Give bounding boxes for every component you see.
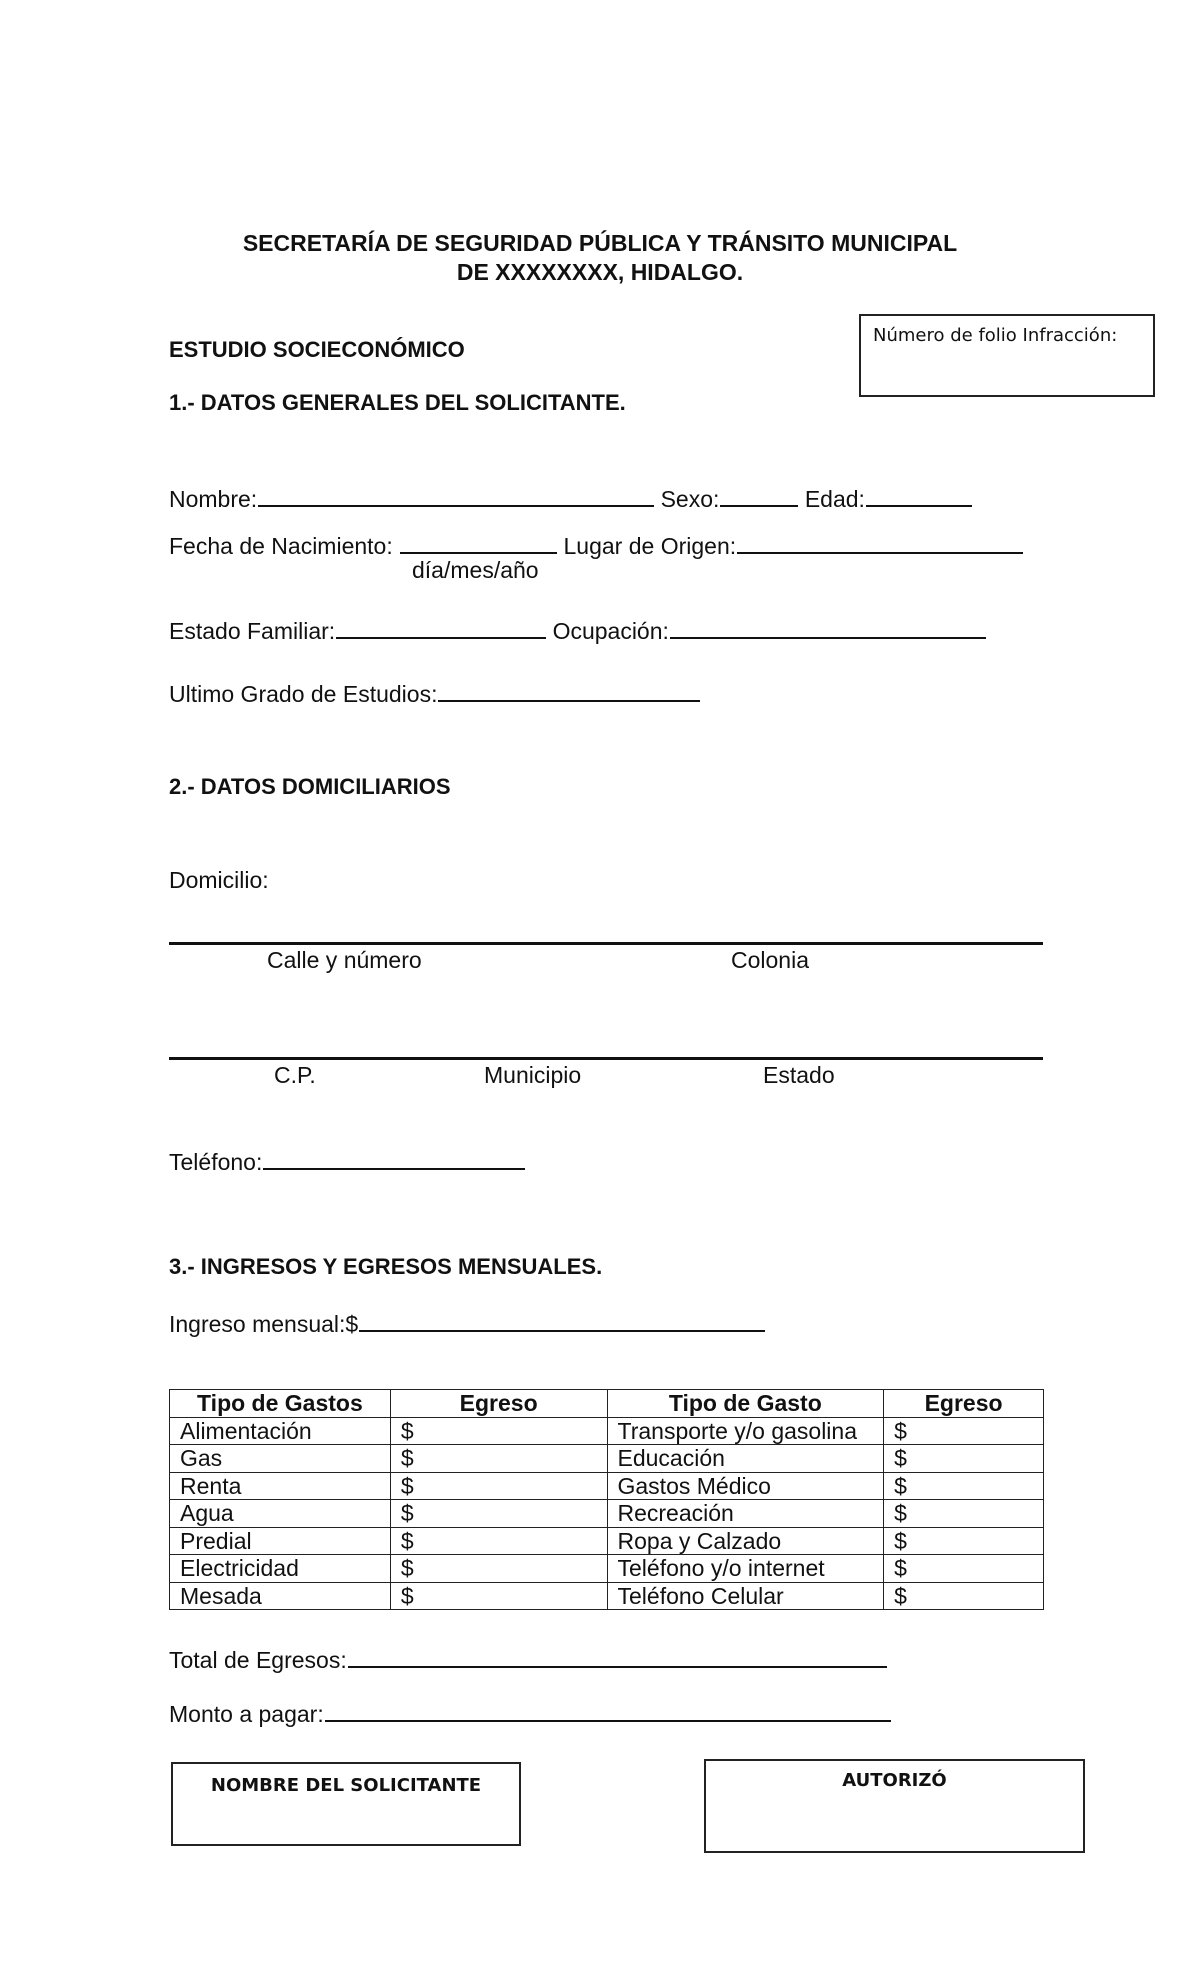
solicitante-signature-box[interactable]: [171, 1762, 521, 1846]
fecha-label: Fecha de Nacimiento:: [169, 533, 393, 559]
table-row: [170, 1472, 1044, 1500]
estado-label: Estado: [763, 1062, 835, 1088]
egreso-cell[interactable]: $: [390, 1417, 607, 1445]
table-header: Egreso: [390, 1390, 607, 1418]
total-label: Total de Egresos:: [169, 1647, 347, 1673]
nombre-field[interactable]: [258, 483, 654, 507]
table-header-row: [170, 1390, 1044, 1418]
domicilio-line-1[interactable]: [169, 942, 1043, 945]
table-row: [170, 1555, 1044, 1583]
egreso-cell[interactable]: $: [884, 1500, 1044, 1528]
egreso-cell[interactable]: $: [884, 1445, 1044, 1473]
table-header: Tipo de Gasto: [607, 1390, 884, 1418]
ocupacion-field[interactable]: [670, 615, 986, 639]
egreso-cell[interactable]: $: [884, 1472, 1044, 1500]
table-row: [170, 1582, 1044, 1610]
egreso-cell[interactable]: $: [884, 1527, 1044, 1555]
gasto-tipo-cell: Renta: [170, 1472, 391, 1500]
estado-familiar-row: [169, 615, 986, 645]
gasto-tipo-cell: Alimentación: [170, 1417, 391, 1445]
monto-label: Monto a pagar:: [169, 1701, 324, 1727]
telefono-field[interactable]: [263, 1146, 525, 1170]
nombre-label: Nombre:: [169, 486, 258, 512]
estado-familiar-label: Estado Familiar:: [169, 618, 336, 644]
gasto-tipo-cell: Gas: [170, 1445, 391, 1473]
section3-heading: 3.- INGRESOS Y EGRESOS MENSUALES.: [169, 1254, 603, 1279]
gasto-tipo-cell: Teléfono Celular: [607, 1582, 884, 1610]
folio-label: Número de folio Infracción:: [873, 325, 1118, 346]
gasto-tipo-cell: Agua: [170, 1500, 391, 1528]
table-row: [170, 1445, 1044, 1473]
egreso-cell[interactable]: $: [390, 1582, 607, 1610]
gasto-tipo-cell: Recreación: [607, 1500, 884, 1528]
fecha-hint: día/mes/año: [412, 557, 539, 583]
telefono-label: Teléfono:: [169, 1149, 263, 1175]
sexo-field[interactable]: [720, 483, 798, 507]
sexo-label: Sexo:: [660, 486, 720, 512]
autorizo-signature-box[interactable]: [704, 1759, 1085, 1853]
monto-field[interactable]: [325, 1698, 891, 1722]
domicilio-label: Domicilio:: [169, 867, 269, 893]
table-header: Tipo de Gastos: [170, 1390, 391, 1418]
lugar-label: Lugar de Origen:: [563, 533, 737, 559]
gasto-tipo-cell: Transporte y/o gasolina: [607, 1417, 884, 1445]
egreso-cell[interactable]: $: [390, 1500, 607, 1528]
egreso-cell[interactable]: $: [884, 1582, 1044, 1610]
total-field[interactable]: [348, 1644, 887, 1668]
table-row: [170, 1500, 1044, 1528]
table-row: [170, 1417, 1044, 1445]
page-title-line1: SECRETARÍA DE SEGURIDAD PÚBLICA Y TRÁNSITO MUNICIPAL: [242, 230, 958, 256]
monto-row: [169, 1698, 891, 1728]
gastos-table: [169, 1389, 1044, 1610]
calle-label: Calle y número: [267, 947, 422, 973]
ingreso-field[interactable]: [359, 1308, 765, 1332]
autorizo-label: AUTORIZÓ: [842, 1770, 947, 1791]
page-title-line2: DE XXXXXXXX, HIDALGO.: [456, 259, 744, 285]
grado-field[interactable]: [438, 678, 700, 702]
egreso-cell[interactable]: $: [390, 1472, 607, 1500]
ingreso-label: Ingreso mensual:$: [169, 1311, 359, 1337]
nombre-row: [169, 483, 972, 513]
gasto-tipo-cell: Mesada: [170, 1582, 391, 1610]
egreso-cell[interactable]: $: [884, 1417, 1044, 1445]
estado-familiar-field[interactable]: [336, 615, 546, 639]
municipio-label: Municipio: [484, 1062, 582, 1088]
total-row: [169, 1644, 887, 1674]
domicilio-line-2[interactable]: [169, 1057, 1043, 1060]
gasto-tipo-cell: Educación: [607, 1445, 884, 1473]
section1-heading: 1.- DATOS GENERALES DEL SOLICITANTE.: [169, 390, 626, 415]
edad-field[interactable]: [866, 483, 972, 507]
grado-label: Ultimo Grado de Estudios:: [169, 681, 438, 707]
gasto-tipo-cell: Ropa y Calzado: [607, 1527, 884, 1555]
table-row: [170, 1527, 1044, 1555]
cp-label: C.P.: [274, 1062, 316, 1088]
grado-row: [169, 678, 700, 708]
egreso-cell[interactable]: $: [390, 1555, 607, 1583]
table-header: Egreso: [884, 1390, 1044, 1418]
telefono-row: [169, 1146, 525, 1176]
solicitante-label: NOMBRE DEL SOLICITANTE: [210, 1775, 482, 1796]
egreso-cell[interactable]: $: [390, 1445, 607, 1473]
folio-box[interactable]: [859, 314, 1155, 397]
edad-label: Edad:: [804, 486, 865, 512]
study-title: ESTUDIO SOCIECONÓMICO: [169, 337, 465, 362]
fecha-row: [169, 530, 1023, 560]
lugar-field[interactable]: [737, 530, 1023, 554]
gasto-tipo-cell: Teléfono y/o internet: [607, 1555, 884, 1583]
fecha-field[interactable]: [400, 530, 557, 554]
ocupacion-label: Ocupación:: [552, 618, 669, 644]
section2-heading: 2.- DATOS DOMICILIARIOS: [169, 774, 451, 799]
colonia-label: Colonia: [731, 947, 809, 973]
gasto-tipo-cell: Gastos Médico: [607, 1472, 884, 1500]
egreso-cell[interactable]: $: [884, 1555, 1044, 1583]
gasto-tipo-cell: Predial: [170, 1527, 391, 1555]
egreso-cell[interactable]: $: [390, 1527, 607, 1555]
gasto-tipo-cell: Electricidad: [170, 1555, 391, 1583]
ingreso-row: [169, 1308, 765, 1338]
